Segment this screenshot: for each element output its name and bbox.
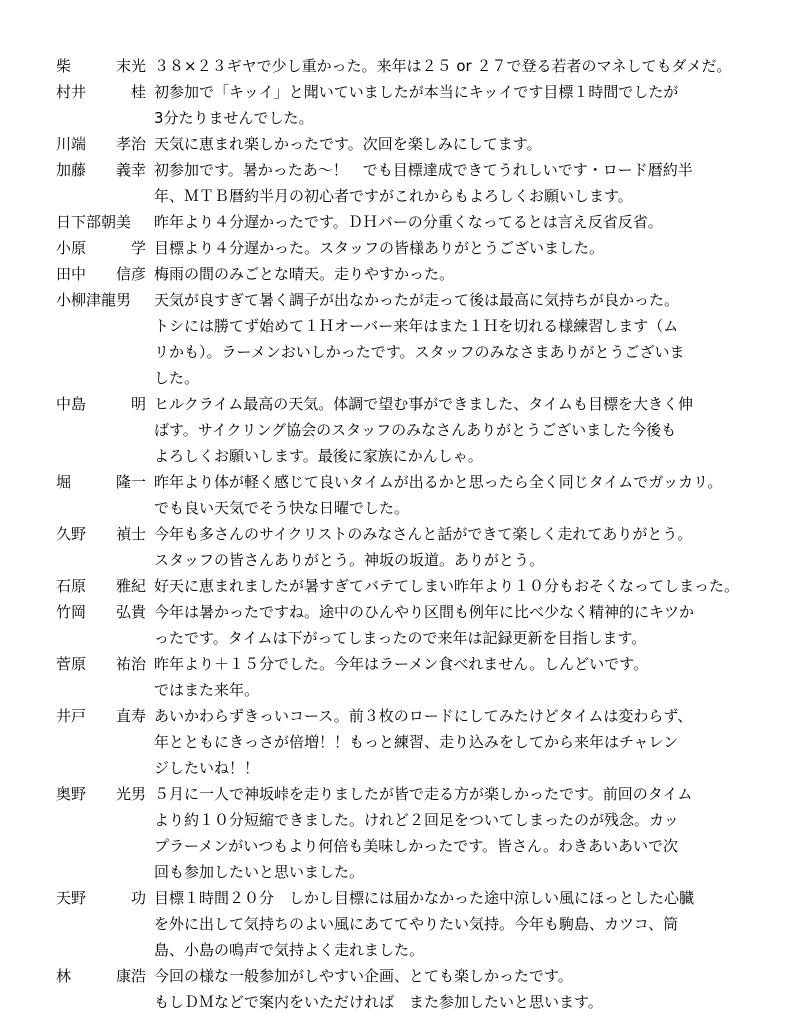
- comment-entry: [56, 963, 746, 1015]
- comment-entry: [56, 599, 746, 651]
- participant-name: [56, 469, 154, 495]
- participant-given-name: 禎士: [115, 525, 146, 543]
- participant-name: [56, 651, 154, 677]
- participant-given-name: 直寿: [115, 707, 146, 725]
- participant-surname: 石原: [56, 577, 87, 595]
- participant-given-name: 信彦: [115, 265, 146, 283]
- participant-comment: [154, 651, 746, 703]
- participant-given-name: 学: [130, 239, 146, 257]
- participant-given-name: 功: [130, 889, 146, 907]
- participant-surname: 村井: [56, 83, 87, 101]
- participant-comment: [154, 781, 746, 885]
- participant-name: [56, 391, 154, 417]
- comment-line: プラーメンがいつもより何倍も美味しかったです。皆さん。わきあいあいで次: [154, 837, 678, 855]
- comment-line: ５月に一人で神坂峠を走りましたが皆で走る方が楽しかったです。前回のタイム: [154, 785, 693, 803]
- participant-surname: 堀: [56, 473, 72, 491]
- comment-line: 昨年より＋１５分でした。今年はラーメン食べれません。しんどいです。: [154, 655, 648, 673]
- participant-comment: [154, 209, 746, 235]
- comment-line: 島、小島の鳴声で気持よく走れました。: [154, 941, 425, 959]
- participant-name: [56, 573, 154, 599]
- comment-entry: [56, 703, 746, 781]
- participant-comment: [154, 391, 746, 469]
- comment-entry: [56, 781, 746, 885]
- participant-name: [56, 235, 154, 261]
- participant-name: [56, 963, 154, 989]
- comment-line: あいかわらずきっいコース。前３枚のロードにしてみたけどタイムは変わらず、: [154, 707, 693, 725]
- participant-name: [56, 781, 154, 807]
- comment-line: 今年は暑かったですね。途中のひんやり区間も例年に比べ少なく精神的にキツか: [154, 603, 695, 621]
- comment-list: [56, 53, 746, 1015]
- participant-surname: 天野: [56, 889, 87, 907]
- comment-line: トシには勝てず始めて１Ｈオーバー来年はまた１Ｈを切れる様練習します（ム: [154, 317, 679, 335]
- comment-line: 年とともにきっさが倍増！！もっと練習、走り込みをしてから来年はチャレン: [154, 733, 679, 751]
- comment-line: 初参加です。暑かったあ～！ でも目標達成できてうれしいです・ロード暦約半: [154, 161, 693, 179]
- participant-given-name: 義幸: [115, 161, 146, 179]
- comment-line: 昨年より４分遅かったです。ＤＨバーの分重くなってるとは言え反省反省。: [154, 213, 663, 231]
- participant-comment: [154, 53, 746, 79]
- comment-line: 3分たりませんでした。: [154, 109, 314, 127]
- comment-line: ではまた来年。: [154, 681, 260, 699]
- comment-line: 目標１時間２０分 しかし目標には届かなかった途中涼しい風にほっとした心臓: [154, 889, 695, 907]
- comment-line: 天気が良すぎて暑く調子が出なかったが走って後は最高に気持ちが良かった。: [154, 291, 680, 309]
- comment-line: 好天に恵まれましたが暑すぎてバテてしまい昨年より１０分もおそくなってしまった。: [154, 577, 740, 595]
- participant-surname: 竹岡: [56, 603, 87, 621]
- participant-comment: [154, 703, 746, 781]
- comment-line: もしＤＭなどで案内をいただければ また参加したいと思います。: [154, 993, 603, 1011]
- participant-name: [56, 703, 154, 729]
- participant-surname: 柴: [56, 57, 72, 75]
- comment-line: ヒルクライム最高の天気。体調で望む事ができました、タイムも目標を大きく伸: [154, 395, 693, 413]
- participant-name: [56, 131, 154, 157]
- participant-comment: [154, 469, 746, 521]
- participant-surname: 加藤: [56, 161, 87, 179]
- participant-comment: [154, 573, 746, 599]
- participant-comment: [154, 261, 746, 287]
- comment-line: リかも）。ラーメンおいしかったです。スタッフのみなさまありがとうございま: [154, 343, 685, 361]
- comment-entry: [56, 209, 746, 235]
- participant-name: [56, 521, 154, 547]
- participant-given-name: 桂: [130, 83, 146, 101]
- comment-entry: [56, 235, 746, 261]
- comment-line: 目標より４分遅かった。スタッフの皆様ありがとうございました。: [154, 239, 605, 257]
- participant-name: [56, 287, 154, 313]
- participant-comment: [154, 79, 746, 131]
- comment-line: を外に出して気持ちのよい風にあててやりたい気持。今年も駒島、カツコ、筒: [154, 915, 679, 933]
- participant-comment: [154, 963, 746, 1015]
- participant-given-name: 末光: [115, 57, 146, 75]
- comment-entry: [56, 53, 746, 79]
- participant-comment: [154, 287, 746, 391]
- participant-comment: [154, 599, 746, 651]
- comment-line: 天気に恵まれ楽しかったです。次回を楽しみにしてます。: [154, 135, 542, 153]
- comment-line: 年、ＭＴＢ暦約半月の初心者ですがこれからもよろしくお願いします。: [154, 187, 633, 205]
- participant-given-name: 明: [130, 395, 146, 413]
- comment-line: より約１０分短縮できました。けれど２回足をついてしまったのが残念。カッ: [154, 811, 679, 829]
- participant-comment: [154, 521, 746, 573]
- comment-line: した。: [154, 369, 200, 387]
- participant-given-name: 隆一: [115, 473, 146, 491]
- participant-given-name: 孝治: [115, 135, 146, 153]
- comment-line: 回も参加したいと思いました。: [154, 863, 365, 881]
- participant-comment: [154, 885, 746, 963]
- participant-comment: [154, 157, 746, 209]
- comment-line: ３８×２３ギヤで少し重かった。来年は２５ or ２７で登る若者のマネしてもダメだ。: [154, 57, 732, 75]
- comment-line: でも良い天気でそう快な日曜でした。: [154, 499, 410, 517]
- participant-comment: [154, 131, 746, 157]
- participant-given-name: 康浩: [115, 967, 146, 985]
- participant-surname: 林: [56, 967, 72, 985]
- comment-line: 今回の様な一般参加がしやすい企画、とても楽しかったです。: [154, 967, 573, 985]
- participant-name: [56, 209, 154, 235]
- participant-name: [56, 261, 154, 287]
- participant-surname: 田中: [56, 265, 87, 283]
- comment-line: スタッフの皆さんありがとう。神坂の坂道。ありがとう。: [154, 551, 545, 569]
- participant-name: [56, 53, 154, 79]
- comment-line: よろしくお願いします。最後に家族にかんしゃ。: [154, 447, 483, 465]
- participant-surname: 小原: [56, 239, 87, 257]
- comment-entry: [56, 79, 746, 131]
- comment-entry: [56, 131, 746, 157]
- comment-line: 初参加で「キッイ」と聞いていましたが本当にキッイです目標１時間でしたが: [154, 83, 679, 101]
- participant-name: [56, 599, 154, 625]
- participant-surname: 川端: [56, 135, 87, 153]
- participant-given-name: 弘貴: [115, 603, 146, 621]
- comment-line: 今年も多さんのサイクリストのみなさんと話ができて楽しく走れてありがとう。: [154, 525, 693, 543]
- participant-given-name: 祐治: [115, 655, 146, 673]
- comment-entry: [56, 469, 746, 521]
- comment-entry: [56, 651, 746, 703]
- participant-fullname: 小柳津龍男: [56, 291, 132, 309]
- participant-surname: 中島: [56, 395, 87, 413]
- comment-line: 梅雨の間のみごとな晴天。走りやすかった。: [154, 265, 455, 283]
- comment-entry: [56, 391, 746, 469]
- comment-entry: [56, 261, 746, 287]
- participant-surname: 井戸: [56, 707, 87, 725]
- participant-fullname: 日下部朝美: [56, 213, 132, 231]
- comment-entry: [56, 157, 746, 209]
- participant-comment: [154, 235, 746, 261]
- participant-name: [56, 79, 154, 105]
- participant-given-name: 光男: [115, 785, 146, 803]
- participant-surname: 久野: [56, 525, 87, 543]
- comment-line: 昨年より体が軽く感じて良いタイムが出るかと思ったら全く同じタイムでガッカリ。: [154, 473, 723, 491]
- comment-entry: [56, 573, 746, 599]
- comment-entry: [56, 521, 746, 573]
- participant-name: [56, 157, 154, 183]
- participant-surname: 菅原: [56, 655, 87, 673]
- comment-line: ばす。サイクリング協会のスタッフのみなさんありがとうございました今後も: [154, 421, 677, 439]
- comment-entry: [56, 885, 746, 963]
- participant-given-name: 雅紀: [115, 577, 146, 595]
- participant-name: [56, 885, 154, 911]
- participant-surname: 奥野: [56, 785, 87, 803]
- comment-line: ったです。タイムは下がってしまったので来年は記録更新を目指します。: [154, 629, 647, 647]
- comment-line: ジしたいね！！: [154, 759, 260, 777]
- comment-entry: [56, 287, 746, 391]
